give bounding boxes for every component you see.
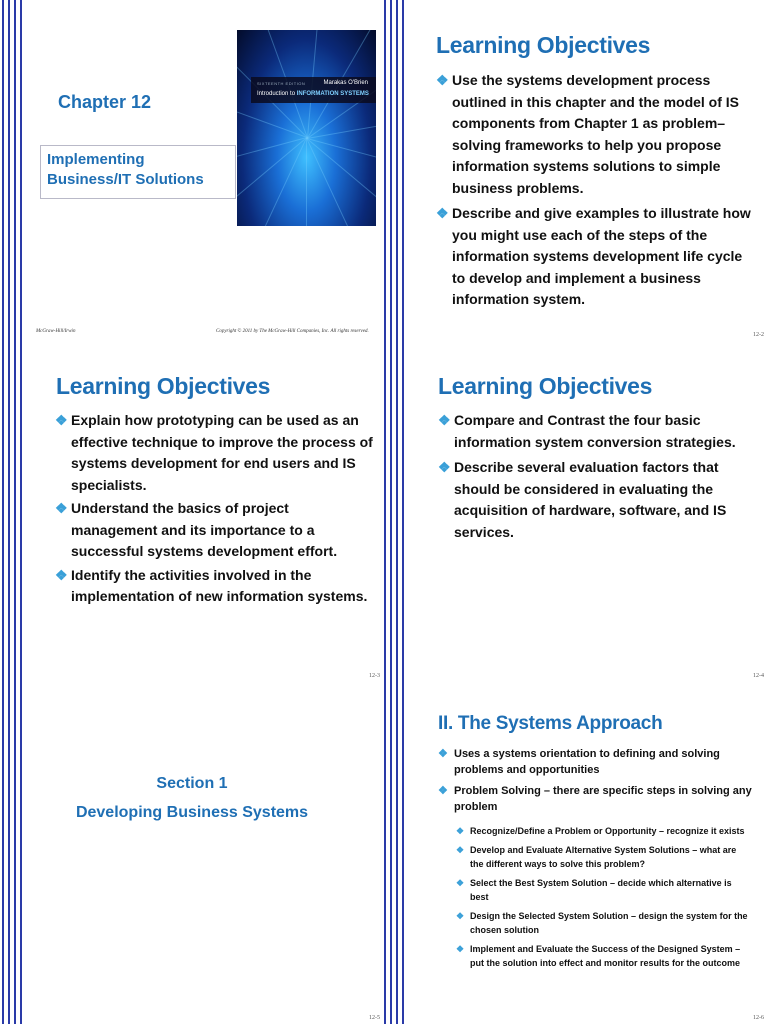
slide-number: 12-3 (369, 673, 380, 679)
list-item: ❖ Explain how prototyping can be used as an effective technique to improve the process of systems development for end users and IS specialists. (55, 412, 373, 493)
list-item: ❖ Implement and Evaluate the Success of the Designed System – put the solution into effect and monitor results for the outcome (456, 944, 741, 968)
slide-title: II. The Systems Approach (438, 713, 663, 734)
list-item: ❖ Identify the activities involved in the implementation of new information systems. (55, 566, 368, 604)
bullet-diamond-icon: ❖ (55, 566, 68, 583)
bullet-diamond-icon: ❖ (436, 72, 449, 88)
chapter-title-line-2: Business/IT Solutions (47, 171, 204, 188)
cover-title: Introduction to INFORMATION SYSTEMS (257, 91, 369, 97)
bullet-diamond-icon: ❖ (456, 878, 465, 888)
slide-5-section (0, 682, 384, 1024)
cover-authors: Marakas O'Brien (323, 80, 368, 86)
sub-bullet-list (456, 824, 752, 970)
chapter-title-box (40, 145, 236, 199)
list-item: ❖ Design the Selected System Solution – design the system for the chosen solution (456, 911, 748, 935)
bullet-list (436, 70, 754, 311)
list-item: ❖ Develop and Evaluate Alternative System Solutions – what are the different ways to solve this problem? (456, 845, 737, 869)
stripe-decoration (384, 0, 414, 341)
slide-number: 12-5 (369, 1015, 380, 1021)
copyright-footer: Copyright © 2011 by The McGraw-Hill Companies, Inc. All rights reserved. (216, 329, 369, 334)
chapter-title-line-1: Implementing (47, 151, 145, 168)
slide-title: Learning Objectives (438, 373, 653, 399)
list-item: ❖ Select the Best System Solution – decide which alternative is best (456, 878, 732, 902)
list-item: ❖ Describe and give examples to illustrate how you might use each of the steps of the information systems development life cycle to develop and implement a business information system. (436, 205, 751, 307)
slide-6-systems-approach (384, 682, 768, 1024)
bullet-diamond-icon: ❖ (436, 205, 449, 221)
slide-number: 12-4 (753, 673, 764, 679)
bullet-diamond-icon: ❖ (55, 412, 68, 428)
stripe-decoration (0, 682, 30, 1024)
chapter-label: Chapter 12 (58, 92, 152, 112)
list-item: ❖ Use the systems development process outlined in this chapter and the model of IS components from Chapter 1 as problem–solving frameworks to help you propose information systems solutions to simple business problems. (436, 72, 740, 196)
list-item: ❖ Describe several evaluation factors that should be considered in evaluating the acquisition of hardware, software, and IS services. (438, 459, 727, 540)
bullet-list (438, 410, 756, 543)
slide-title: Learning Objectives (56, 373, 271, 399)
bullet-diamond-icon: ❖ (456, 826, 465, 836)
slide-1-title (0, 0, 384, 341)
list-item: ❖ Compare and Contrast the four basic information system conversion strategies. (438, 412, 736, 450)
bullet-diamond-icon: ❖ (438, 412, 451, 428)
bullet-list (438, 746, 756, 815)
slide-title: Learning Objectives (436, 32, 651, 58)
chapter-title (47, 150, 204, 190)
slide-2-objectives (384, 0, 768, 341)
list-item: ❖ Uses a systems orientation to defining and solving problems and opportunities (438, 748, 720, 776)
bullet-diamond-icon: ❖ (55, 500, 68, 516)
list-item: ❖ Understand the basics of project management and its importance to a successful systems development effort. (55, 500, 338, 559)
bullet-diamond-icon: ❖ (456, 911, 465, 921)
bullet-diamond-icon: ❖ (438, 748, 448, 760)
bullet-diamond-icon: ❖ (438, 459, 451, 475)
stripe-decoration (0, 341, 30, 682)
list-item: ❖ Recognize/Define a Problem or Opportunity – recognize it exists (456, 826, 745, 836)
stripe-decoration (384, 341, 414, 682)
bullet-list (55, 410, 373, 608)
cover-edition: SIXTEENTH EDITION (257, 81, 306, 86)
book-cover-image (237, 30, 376, 226)
slide-number: 12-2 (753, 332, 764, 338)
list-item: ❖ Problem Solving – there are specific steps in solving any problem (438, 785, 752, 813)
bullet-diamond-icon: ❖ (456, 944, 465, 954)
bullet-diamond-icon: ❖ (438, 785, 448, 797)
bullet-diamond-icon: ❖ (456, 845, 465, 855)
slide-4-objectives (384, 341, 768, 682)
stripe-decoration (0, 0, 30, 341)
slide-number: 12-6 (753, 1015, 764, 1021)
section-number: Section 1 (156, 775, 228, 792)
publisher-footer: McGraw-Hill/Irwin (36, 329, 76, 334)
slide-3-objectives (0, 341, 384, 682)
section-title: Developing Business Systems (75, 804, 309, 821)
stripe-decoration (384, 682, 414, 1024)
